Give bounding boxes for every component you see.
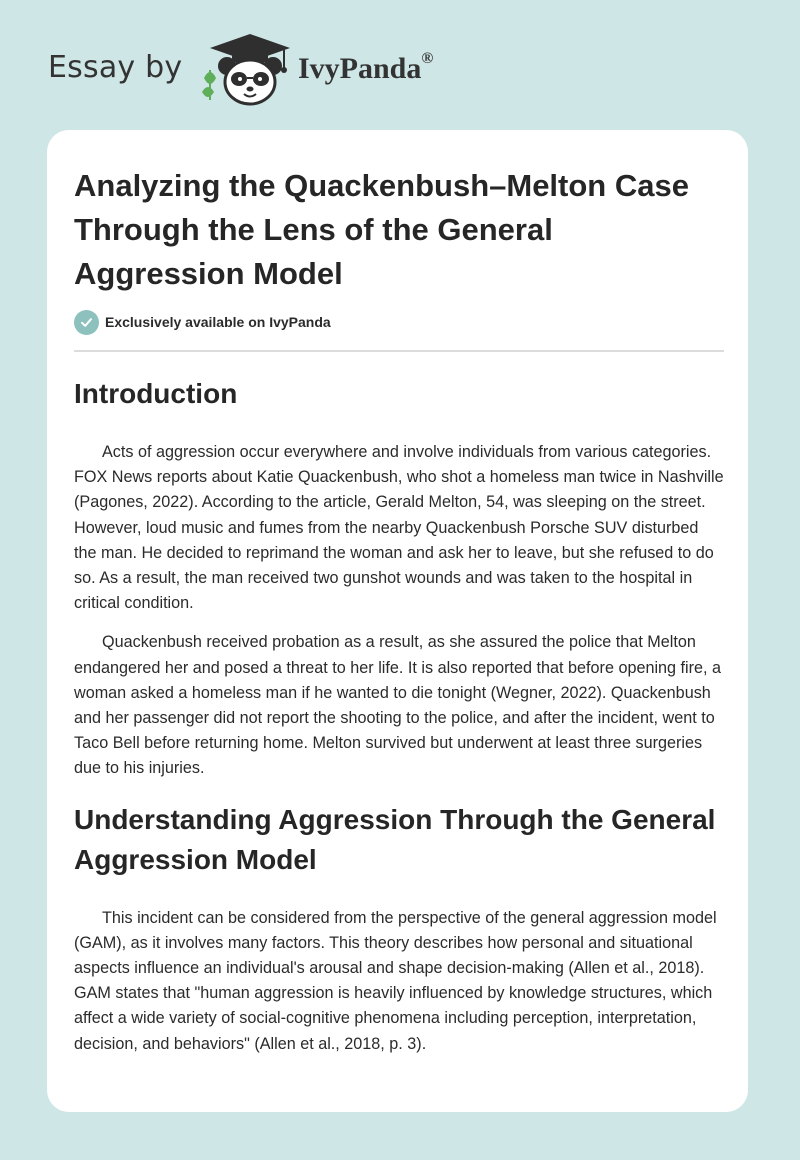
essay-card [47, 130, 748, 1112]
title-divider [74, 350, 724, 352]
essay-by-label: Essay by [48, 50, 183, 85]
check-circle-icon [74, 310, 99, 335]
panda-graduate-logo-icon[interactable] [200, 30, 300, 110]
site-header [48, 30, 508, 110]
section-heading-general-aggression-model: Understanding Aggression Through the General Aggression Model [74, 803, 716, 875]
paragraph: Acts of aggression occur everywhere and involve individuals from various categories. FOX News reports about Katie Quackenbush, who shot a homeless man twice in Nashville (Pagones, 2022). According to the article, Gerald Melton, 54, was sleeping on the street. However, loud music and fumes from the nearby Quackenbush Porsche SUV disturbed the man. He decided to reprimand the woman and ask her to leave, but she refused to do so. As a result, the man received two gunshot wounds and was taken to the hospital in critical condition. [74, 443, 724, 613]
paragraph: Quackenbush received probation as a result, as she assured the police that Melton endangered her and posed a threat to her life. It is also reported that before opening fire, a woman asked a homeless man if he wanted to die tonight (Wegner, 2022). Quackenbush and her passenger did not report the shooting to the police, and after the incident, went to Taco Bell before returning home. Melton survived but underwent at least three surgeries due to his injuries. [74, 633, 722, 778]
section-heading-introduction: Introduction [74, 378, 238, 409]
exclusive-badge [74, 308, 724, 336]
paragraph: This incident can be considered from the perspective of the general aggression model (GAM), as it involves many factors. This theory describes how personal and situational aspects influence an individual's arousal and shape decision-making (Allen et al., 2018). GAM states that "human aggression is heavily influenced by knowledge structures, which affect a wide variety of social-cognitive phenomena including perception, interpretation, decision, and behaviors" (Allen et al., 2018, p. 3). [74, 908, 717, 1053]
essay-content [74, 164, 724, 1057]
brand-name[interactable]: IvyPanda® [298, 50, 434, 85]
exclusive-badge-label: Exclusively available on IvyPanda [105, 314, 331, 330]
essay-title: Analyzing the Quackenbush–Melton Case Through the Lens of the General Aggression Model [74, 168, 689, 291]
